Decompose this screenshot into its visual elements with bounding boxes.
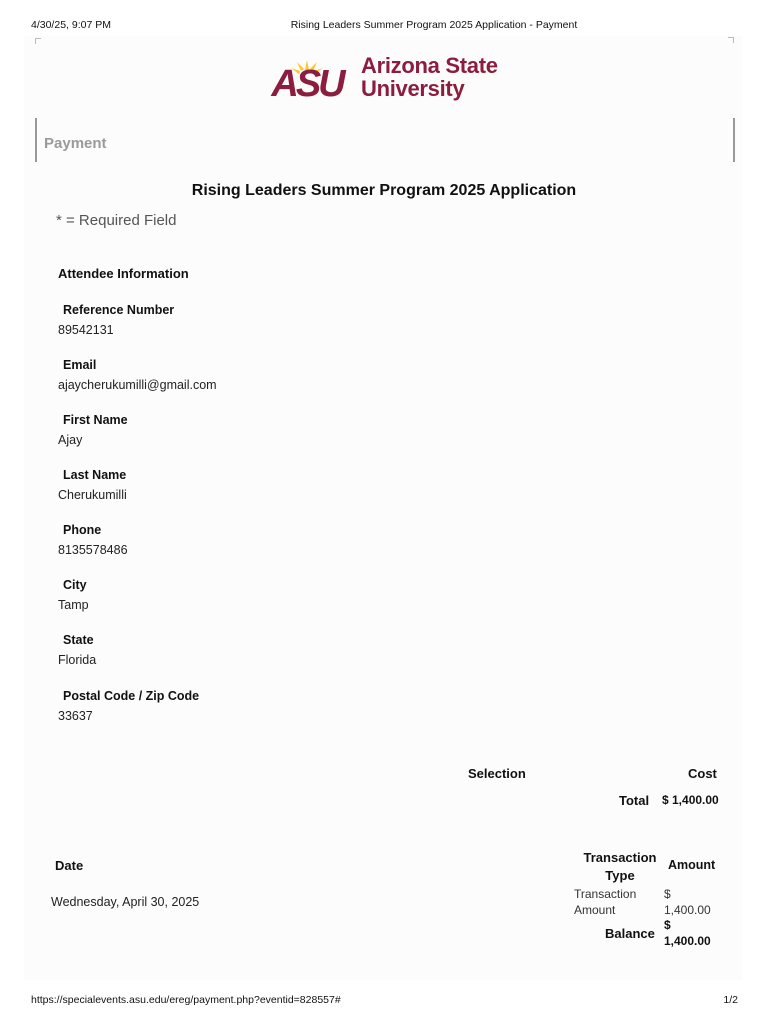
cost-header: Cost — [688, 766, 717, 781]
balance-currency: $ — [664, 918, 671, 932]
field-label: Email — [63, 358, 97, 372]
logo-line1: Arizona State — [361, 53, 498, 78]
field-value: 33637 — [58, 709, 93, 723]
page-content — [24, 36, 742, 980]
print-footer-page-number: 1/2 — [723, 994, 738, 1006]
transaction-amount-currency: $ — [664, 887, 671, 901]
transaction-type-header — [574, 849, 666, 885]
field-phone — [58, 522, 128, 558]
date-header: Date — [55, 858, 84, 873]
attendee-info-heading: Attendee Information — [58, 266, 189, 281]
field-value: 89542131 — [58, 323, 114, 337]
field-value: ajaycherukumilli@gmail.com — [58, 378, 217, 392]
field-last-name — [58, 467, 127, 503]
field-state — [58, 632, 96, 668]
corner-mark — [35, 38, 41, 44]
amount-header: Amount — [668, 858, 716, 872]
transaction-amount — [664, 886, 724, 918]
field-value: Tamp — [58, 598, 89, 612]
transaction-amount-value: 1,400.00 — [664, 903, 711, 917]
field-label: Phone — [63, 523, 102, 537]
transaction-type-line1: Transaction — [574, 887, 637, 901]
field-label: Reference Number — [63, 303, 175, 317]
transaction-type-line2: Amount — [574, 903, 616, 917]
asu-logo-mark — [261, 58, 353, 100]
payment-label: Payment — [44, 135, 107, 152]
field-value: 8135578486 — [58, 543, 128, 557]
total-value: $ 1,400.00 — [662, 793, 719, 807]
field-value: Florida — [58, 653, 97, 667]
field-label: Postal Code / Zip Code — [63, 689, 200, 703]
balance-amount — [664, 917, 724, 949]
field-email — [58, 357, 217, 393]
balance-value: 1,400.00 — [664, 934, 711, 948]
print-header-title: Rising Leaders Summer Program 2025 Application - Payment — [290, 19, 578, 31]
transaction-type-header-line1: Transaction — [583, 850, 657, 865]
field-value: Ajay — [58, 433, 83, 447]
page-title: Rising Leaders Summer Program 2025 Application — [191, 182, 577, 199]
logo-mark-text: ASU — [271, 63, 343, 100]
logo-line2: University — [361, 76, 465, 101]
transaction-type — [574, 886, 644, 918]
print-footer-url[interactable]: https://specialevents.asu.edu/ereg/payment.php?eventid=828557# — [31, 994, 341, 1006]
field-label: Last Name — [63, 468, 127, 482]
balance-label: Balance — [605, 926, 655, 941]
logo-wordmark — [361, 54, 498, 100]
corner-mark — [728, 37, 734, 43]
field-value: Cherukumilli — [58, 488, 127, 502]
field-label: City — [63, 578, 87, 592]
field-first-name — [58, 412, 128, 448]
transaction-type-header-line2: Type — [605, 868, 635, 883]
field-postal-code — [58, 688, 199, 724]
field-city — [58, 577, 89, 613]
payment-section-bar — [35, 118, 735, 162]
total-label: Total — [619, 793, 650, 808]
selection-header: Selection — [468, 766, 526, 781]
print-header-datetime: 4/30/25, 9:07 PM — [31, 19, 111, 31]
asu-logo[interactable] — [261, 54, 511, 106]
field-label: State — [63, 633, 94, 647]
required-field-note: * = Required Field — [56, 212, 177, 229]
field-label: First Name — [63, 413, 128, 427]
field-reference-number — [58, 302, 174, 338]
transaction-date: Wednesday, April 30, 2025 — [51, 895, 200, 909]
